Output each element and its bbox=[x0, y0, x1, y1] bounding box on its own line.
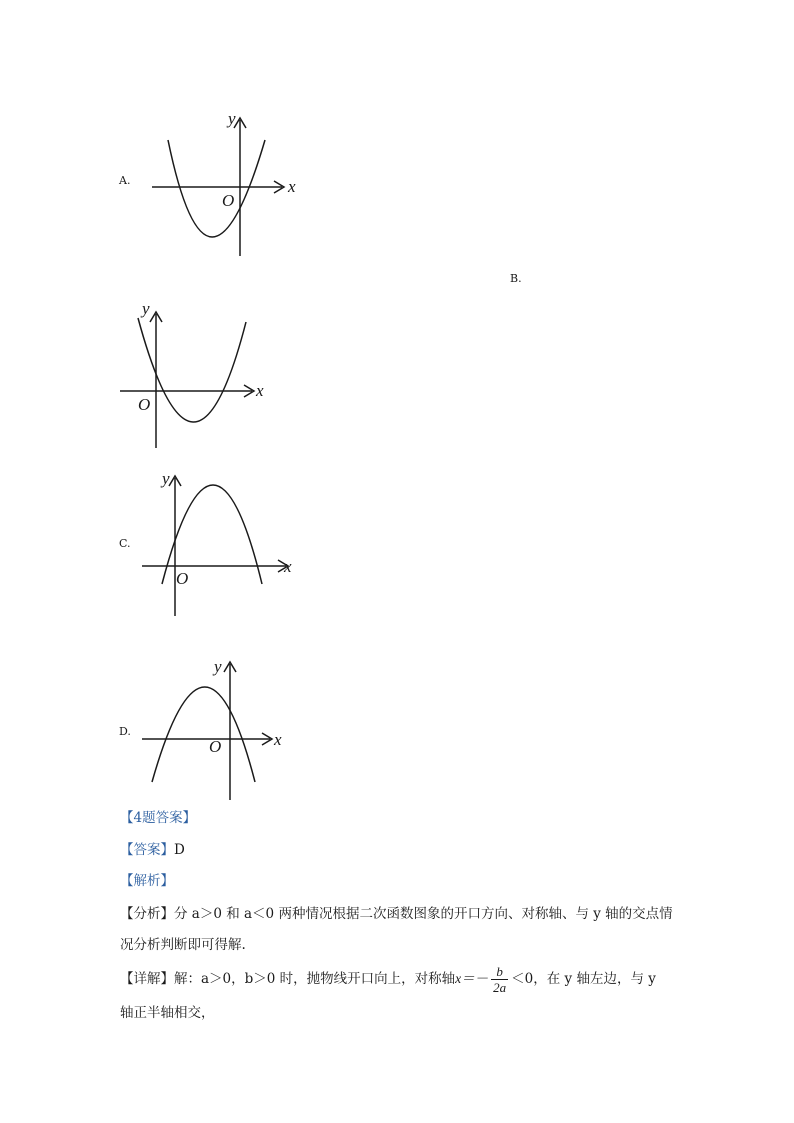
x-axis-label: x bbox=[288, 177, 296, 196]
option-a-label: A. bbox=[119, 174, 131, 187]
option-b-label: B. bbox=[510, 272, 522, 285]
option-a-graph bbox=[148, 108, 308, 258]
y-axis-label: y bbox=[228, 109, 236, 128]
answer-tag: 【答案】 bbox=[120, 842, 174, 858]
detail-tag: 【详解】 bbox=[120, 971, 174, 987]
question-answer-header: 【4题答案】 bbox=[120, 810, 197, 826]
jiexi-line: 【解析】 bbox=[120, 873, 174, 889]
formula-lhs: x＝－ bbox=[455, 971, 489, 986]
answer-value: D bbox=[174, 842, 185, 858]
option-b-graph bbox=[118, 298, 278, 453]
option-d-graph bbox=[140, 652, 300, 807]
formula-rhs: ＜0 bbox=[511, 971, 534, 987]
origin-label: O bbox=[176, 569, 189, 588]
analysis-line-1 bbox=[120, 904, 673, 924]
parabola bbox=[168, 140, 265, 237]
parabola bbox=[152, 687, 255, 782]
origin-label: O bbox=[209, 737, 222, 756]
y-axis-label: y bbox=[214, 657, 222, 676]
option-d-label: D. bbox=[119, 725, 131, 738]
formula-fraction: $\frac{b}{2a}$ bbox=[493, 964, 507, 995]
y-axis-label: y bbox=[162, 469, 170, 488]
analysis-text: 分 a＞0 和 a＜0 两种情况根据二次函数图象的开口方向、对称轴、与 y 轴的交点情 bbox=[174, 906, 673, 922]
parabola bbox=[138, 318, 246, 422]
x-axis-label: x bbox=[256, 381, 264, 400]
origin-label: O bbox=[222, 191, 235, 210]
detail-line-1: 【详解】解：a＞0，b＞0 时，抛物线开口向上，对称轴x＝－ $\frac{b}{2a}$ ＜0，在 y 轴左边，与 y bbox=[120, 964, 656, 995]
option-c-label: C. bbox=[119, 537, 131, 550]
answer-line bbox=[120, 840, 185, 860]
y-axis-label: y bbox=[142, 299, 150, 318]
analysis-tag: 【分析】 bbox=[120, 906, 174, 922]
origin-label: O bbox=[138, 395, 151, 414]
option-c-graph bbox=[140, 466, 300, 621]
analysis-line-2: 况分析判断即可得解. bbox=[120, 937, 246, 953]
detail-line-2: 轴正半轴相交， bbox=[120, 1005, 215, 1021]
x-axis-label: x bbox=[274, 730, 282, 749]
x-axis-label: x bbox=[284, 557, 292, 576]
